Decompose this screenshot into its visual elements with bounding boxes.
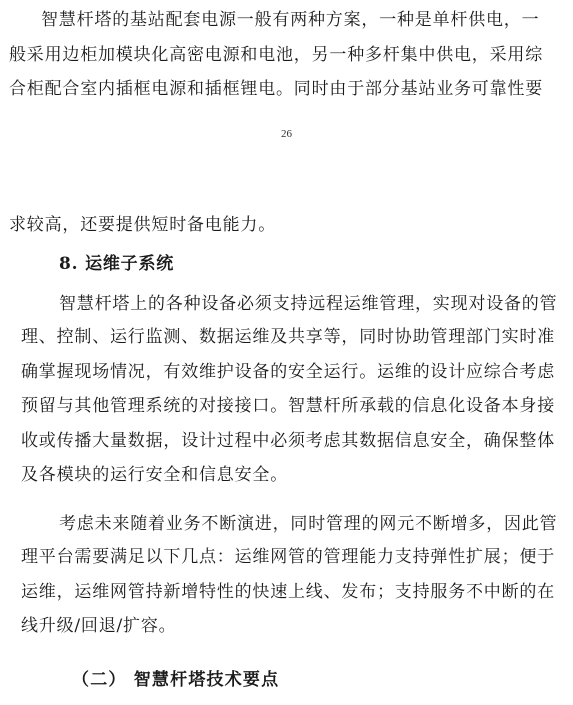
text-line: 及各模块的运行安全和信息安全。 xyxy=(21,465,288,485)
text-line: 般采用边柜加模块化高密电源和电池，另一种多杆集中供电，采用综 xyxy=(9,45,543,65)
chapter-heading: （二） 智慧杆塔技术要点 xyxy=(72,670,280,690)
text-line: 理、控制、运行监测、数据运维及共享等，同时协助管理部门实时准 xyxy=(21,327,555,347)
text-line: 收或传播大量数据，设计过程中必须考虑其数据信息安全，确保整体 xyxy=(21,431,555,451)
text-line: 线升级/回退/扩容。 xyxy=(21,616,177,636)
text-line: 合柜配合室内插框电源和插框锂电。同时由于部分基站业务可靠性要 xyxy=(9,79,543,99)
text-line: 智慧杆塔上的各种设备必须支持远程运维管理，实现对设备的管 xyxy=(59,294,558,314)
text-line: 理平台需要满足以下几点：运维网管的管理能力支持弹性扩展；便于 xyxy=(21,547,555,567)
text-line: 确掌握现场情况，有效维护设备的安全运行。运维的设计应综合考虑 xyxy=(21,362,555,382)
continuation-line: 求较高，还要提供短时备电能力。 xyxy=(9,215,276,235)
section-heading: 8. 运维子系统 xyxy=(59,254,175,274)
page-number: 26 xyxy=(281,128,292,140)
text-line: 预留与其他管理系统的对接接口。智慧杆所承载的信息化设备本身接 xyxy=(21,396,555,416)
text-line: 考虑未来随着业务不断演进，同时管理的网元不断增多，因此管 xyxy=(59,514,558,534)
text-line: 智慧杆塔的基站配套电源一般有两种方案，一种是单杆供电，一 xyxy=(41,10,540,30)
text-line: 运维，运维网管持新增特性的快速上线、发布；支持服务不中断的在 xyxy=(21,582,555,602)
